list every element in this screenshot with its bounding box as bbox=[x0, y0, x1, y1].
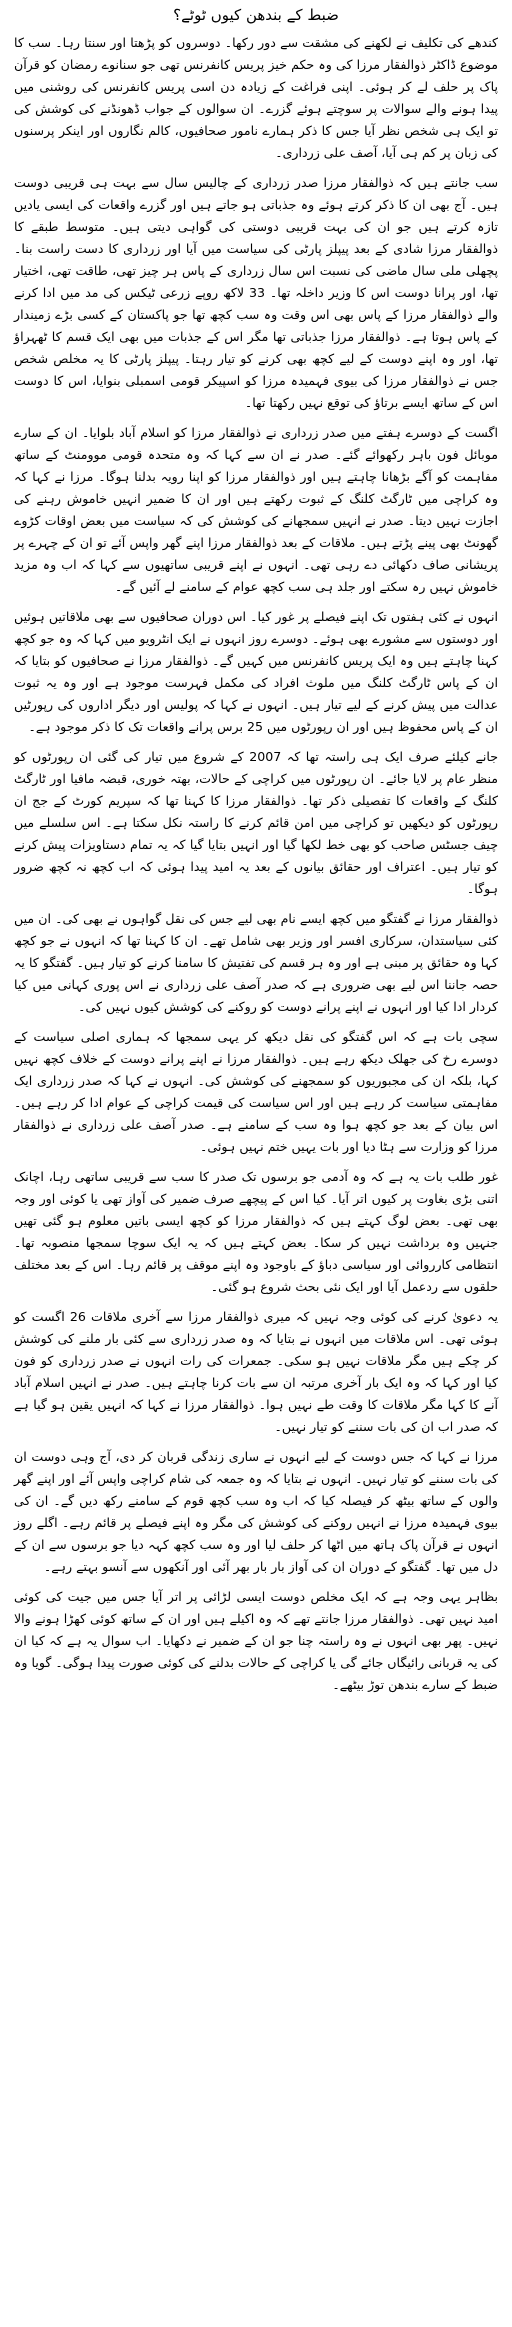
article-paragraph: بظاہر یہی وجہ ہے کہ ایک مخلص دوست ایسی لڑائی پر اتر آیا جس میں جیت کی کوئی امید نہیں تھی۔ ذوالفقار مرزا جانتے تھے کہ وہ اکیلے ہیں اور ان کے ساتھ کوئی کھڑا ہونے والا نہیں۔ پھر بھی انہوں نے وہ راستہ چنا جو ان کے ضمیر نے دکھایا۔ اب سوال یہ ہے کہ کیا ان کی یہ قربانی رائیگاں جائے گی یا کراچی کے حالات بدلنے کی کوئی صورت پیدا ہوگی۔ گویا وہ ضبط کے سارے بندھن توڑ بیٹھے۔ bbox=[14, 1589, 498, 1692]
article-paragraph: ذوالفقار مرزا نے گفتگو میں کچھ ایسے نام بھی لیے جس کی نقل گواہوں نے بھی کی۔ ان میں کئی سیاستدان، سرکاری افسر اور وزیر بھی شامل تھے۔ ان کا کہنا تھا کہ انہوں نے جو کچھ کہا وہ حقائق پر مبنی ہے اور وہ ہر قسم کی تفتیش کا سامنا کرنے کو تیار ہیں۔ گفتگو کا یہ حصہ جاننا اس لیے بھی ضروری ہے کہ صدر آصف علی زرداری نے اس پوری کہانی میں کیا کردار ادا کیا اور انہوں نے اپنے پرانے دوست کو روکنے کی کوشش کیوں نہیں کی۔ bbox=[14, 911, 498, 1014]
article-headline: ضبط کے بندھن کیوں ٹوٹے؟ bbox=[173, 6, 339, 24]
article-paragraph: انہوں نے کئی ہفتوں تک اپنے فیصلے پر غور کیا۔ اس دوران صحافیوں سے بھی ملاقاتیں ہوئیں اور دوستوں سے مشورے بھی ہوئے۔ دوسرے روز انہوں نے ایک انٹرویو میں کہا کہ وہ جو کچھ کہنا چاہتے ہیں وہ ایک پریس کانفرنس میں کہیں گے۔ ذوالفقار مرزا نے صحافیوں کو بتایا کہ ان کے پاس ٹارگٹ کلنگ میں ملوث افراد کی مکمل فہرست موجود ہے اور وہ یہ ثبوت عدالت میں پیش کرنے کے لیے تیار ہیں۔ انہوں نے کہا کہ پولیس اور دیگر اداروں کی رپورٹیں ان کے پاس محفوظ ہیں اور ان رپورٹوں میں 25 برس پرانے واقعات تک کا ذکر موجود ہے۔ bbox=[14, 609, 498, 734]
article-paragraph: سب جانتے ہیں کہ ذوالفقار مرزا صدر زرداری کے چالیس سال سے بہت ہی قریبی دوست ہیں۔ آج بھی ان کا ذکر کرتے ہوئے وہ جذباتی ہو جاتے ہیں اور گزرے واقعات کی ایسی یادیں تازہ کرتے ہیں جو ان کی بہت قریبی دوستی کی گواہی دیتی ہیں۔ متوسط طبقے کا ذوالفقار مرزا شادی کے بعد پیپلز پارٹی کی سیاست میں آیا اور زرداری کا دست راست بنا۔ پچھلی ملی سال ماضی کی نسبت اس سال زرداری کے پاس ہر چیز تھی، طاقت تھی، اختیار تھا، اور پرانا دوست اس کا وزیر داخلہ تھا۔ 33 لاکھ روپے زرعی ٹیکس کی مد میں ادا کرنے والے ذوالفقار مرزا کے پاس بھی اس وقت وہ سب کچھ تھا جو پاکستان کے کسی بڑے زمیندار کے پاس ہوتا ہے۔ ذوالفقار مرزا جذباتی تھا مگر اس کے جذبات میں بھی ایک قسم کا ٹھہراؤ تھا، اور وہ اپنے دوست کے لیے کچھ بھی کرنے کو تیار رہتا۔ پیپلز پارٹی کا یہ مخلص شخص جس نے ذوالفقار مرزا کی بیوی فہمیدہ مرزا کو اسپیکر قومی اسمبلی بنوایا، اس کا دوست اس کے ساتھ ایسے برتاؤ کی توقع نہیں رکھتا تھا۔ bbox=[14, 175, 498, 410]
article-paragraph: سچی بات ہے کہ اس گفتگو کی نقل دیکھ کر یہی سمجھا کہ ہماری اصلی سیاست کے دوسرے رخ کی جھلک دیکھ رہے ہیں۔ ذوالفقار مرزا نے اپنے پرانے دوست کے خلاف کچھ نہیں کہا، بلکہ ان کی مجبوریوں کو سمجھنے کی کوشش کی۔ انہوں نے کہا کہ صدر زرداری ایک مفاہمتی سیاست کر رہے ہیں اور اس سیاست کی قیمت کراچی کے عوام ادا کر رہے ہیں۔ اس بیان کے بعد جو کچھ ہوا وہ سب کے سامنے ہے۔ صدر آصف علی زرداری نے ذوالفقار مرزا کو وزارت سے ہٹا دیا اور بات یہیں ختم نہیں ہوئی۔ bbox=[14, 1029, 498, 1154]
article-paragraph: اگست کے دوسرے ہفتے میں صدر زرداری نے ذوالفقار مرزا کو اسلام آباد بلوایا۔ ان کے سارے موبائل فون باہر رکھوائے گئے۔ صدر نے ان سے کہا کہ وہ متحدہ قومی موومنٹ کے ساتھ مفاہمت کو آگے بڑھانا چاہتے ہیں اور ذوالفقار مرزا کو اپنا رویہ بدلنا ہوگا۔ مرزا نے کہا کہ وہ کراچی میں ٹارگٹ کلنگ کے ثبوت رکھتے ہیں اور ان کا ضمیر انہیں خاموش رہنے کی اجازت نہیں دیتا۔ صدر نے انہیں سمجھانے کی کوشش کی کہ سیاست میں بعض اوقات کڑوے گھونٹ بھی پینے پڑتے ہیں۔ ملاقات کے بعد ذوالفقار مرزا اپنے گھر واپس آئے تو ان کے چہرے پر پریشانی صاف دکھائی دے رہی تھی۔ انہوں نے اپنے قریبی ساتھیوں سے کہا کہ اب وہ مزید خاموش نہیں رہ سکتے اور جلد ہی سب کچھ عوام کے سامنے لے آئیں گے۔ bbox=[14, 425, 498, 594]
article-paragraph: کندھے کی تکلیف نے لکھنے کی مشقت سے دور رکھا۔ دوسروں کو پڑھتا اور سنتا رہا۔ سب کا موضوع ڈاکٹر ذوالفقار مرزا کی وہ حکم خیز پریس کانفرنس تھی جو سنانوے رمضان کو قرآن پاک پر حلف لے کر ہوئی۔ اپنی فراغت کے زیادہ دن اسی پریس کانفرنس کی روشنی میں پیدا ہونے والے سوالات پر سوچتے ہوئے گزرے۔ ان سوالوں کے جواب ڈھونڈنے کی کوشش کی تو ایک ہی شخص نظر آیا جس کا ذکر ہمارے نامور صحافیوں، کالم نگاروں اور اینکر پرسنوں کی زبان پر کم ہی آیا، آصف علی زرداری۔ bbox=[14, 35, 498, 160]
article-paragraph: جانے کیلئے صرف ایک ہی راستہ تھا کہ 2007 کے شروع میں تیار کی گئی ان رپورٹوں کو منظر عام پر لایا جائے۔ ان رپورٹوں میں کراچی کے حالات، بھتہ خوری، قبضہ مافیا اور ٹارگٹ کلنگ کے واقعات کا تفصیلی ذکر تھا۔ ذوالفقار مرزا کا کہنا تھا کہ سپریم کورٹ کے جج ان رپورٹوں کو دیکھیں تو کراچی میں امن قائم کرنے کا راستہ نکل سکتا ہے۔ اس سلسلے میں چیف جسٹس صاحب کو بھی خط لکھا گیا اور انہیں بتایا گیا کہ یہ تمام دستاویزات پیش کرنے کو تیار ہیں۔ اعتراف اور حقائق بیانوں کے بعد یہ امید پیدا ہوئی کہ اب کچھ نہ کچھ ضرور ہوگا۔ bbox=[14, 749, 498, 896]
article-paragraph: یہ دعویٰ کرنے کی کوئی وجہ نہیں کہ میری ذوالفقار مرزا سے آخری ملاقات 26 اگست کو ہوئی تھی۔ اس ملاقات میں انہوں نے بتایا کہ وہ صدر زرداری سے کئی بار ملنے کی کوشش کر چکے ہیں مگر ملاقات نہیں ہو سکی۔ جمعرات کی رات انہوں نے صدر زرداری کو فون کیا اور کہا کہ وہ ایک بار آخری مرتبہ ان سے بات کرنا چاہتے ہیں۔ صدر نے انہیں اسلام آباد آنے کا کہا مگر ملاقات کا وقت طے نہیں ہوا۔ ذوالفقار مرزا نے کہا کہ انہیں یقین ہو گیا ہے کہ صدر اب ان کی بات سننے کو تیار نہیں۔ bbox=[14, 1309, 498, 1434]
article-paragraph: مرزا نے کہا کہ جس دوست کے لیے انہوں نے ساری زندگی قربان کر دی، آج وہی دوست ان کی بات سننے کو تیار نہیں۔ انہوں نے بتایا کہ وہ جمعہ کی شام کراچی واپس آئے اور اپنے گھر والوں کے ساتھ بیٹھ کر فیصلہ کیا کہ اب وہ سب کچھ قوم کے سامنے رکھ دیں گے۔ ان کی بیوی فہمیدہ مرزا نے انہیں روکنے کی کوشش کی مگر وہ اپنے فیصلے پر قائم رہے۔ اگلے روز انہوں نے قرآن پاک ہاتھ میں اٹھا کر حلف لیا اور وہ سب کچھ کہہ دیا جو برسوں سے ان کے دل میں تھا۔ گفتگو کے دوران ان کی آواز بار بار بھر آئی اور آنکھوں سے آنسو بہتے رہے۔ bbox=[14, 1449, 498, 1574]
article-paragraph: غور طلب بات یہ ہے کہ وہ آدمی جو برسوں تک صدر کا سب سے قریبی ساتھی رہا، اچانک اتنی بڑی بغاوت پر کیوں اتر آیا۔ کیا اس کے پیچھے صرف ضمیر کی آواز تھی یا کوئی اور وجہ بھی تھی۔ بعض لوگ کہتے ہیں کہ ذوالفقار مرزا کو کچھ ایسی باتیں معلوم ہو گئی تھیں جنہیں وہ برداشت نہیں کر سکا۔ بعض کہتے ہیں کہ یہ ایک سوچا سمجھا منصوبہ تھا۔ انتظامی کارروائی اور سیاسی دباؤ کے باوجود وہ اپنے موقف پر قائم رہا۔ اس کے بعد مختلف حلقوں سے ردعمل آیا اور ایک نئی بحث شروع ہو گئی۔ bbox=[14, 1169, 498, 1294]
article-column bbox=[14, 4, 498, 1704]
